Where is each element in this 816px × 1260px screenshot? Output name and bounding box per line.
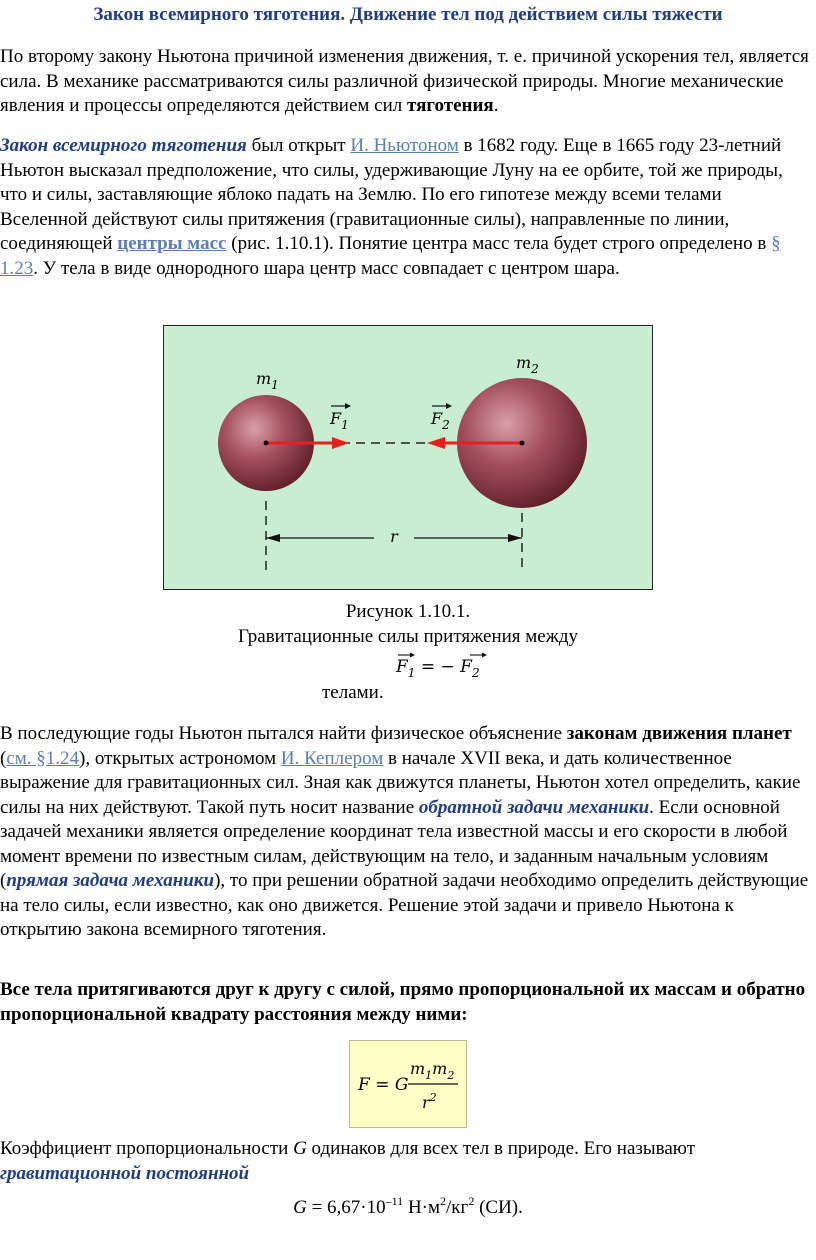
figure-caption-number: Рисунок 1.10.1. bbox=[345, 601, 471, 622]
g-value: = 6,67·10 bbox=[306, 1197, 386, 1218]
mass-label-2: $m_2$ bbox=[516, 353, 539, 376]
figure-caption-text: Гравитационные силы притяжения между bbox=[237, 626, 579, 647]
kepler-paragraph bbox=[0, 722, 812, 943]
formula-svg bbox=[350, 1041, 466, 1127]
formula-denominator: $r^2$ bbox=[422, 1091, 437, 1112]
g-symbol: G bbox=[293, 1197, 307, 1218]
kepler-text-3: ), открытых астрономом bbox=[79, 747, 281, 769]
g-unit-1: Н·м bbox=[403, 1197, 441, 1218]
law-statement: Все тела притягиваются друг к другу с силой, прямо пропорциональной их массам и обратно пропорциональной квадрату расстояния между ними: bbox=[0, 979, 806, 1025]
section-1-24-link[interactable]: см. §1.24 bbox=[6, 747, 80, 769]
inverse-problem-term: обратной задачи механики bbox=[418, 796, 650, 818]
constant-text-2: одинаков для всех тел в природе. Его называют bbox=[306, 1138, 696, 1159]
mass-label-1: $m_1$ bbox=[256, 369, 279, 392]
gravitation-formula bbox=[349, 1040, 467, 1128]
g-unit-exp-1: 2 bbox=[440, 1194, 447, 1208]
newton-link[interactable]: И. Ньютоном bbox=[350, 135, 459, 156]
force-label-1 bbox=[329, 403, 351, 432]
formula-lhs: F = G bbox=[358, 1075, 409, 1095]
distance-label: r bbox=[390, 527, 398, 546]
caption-equation bbox=[390, 650, 510, 680]
caption-equation-svg bbox=[390, 650, 510, 680]
law-text-2: в 1682 году. Еще в 1665 году 23-летний Ньютон высказал предположение, что силы, удерживающие Луну на ее орбите, той же природы, что и силы, заставляющие яблоко падать на Землю. По его гипотезе между всеми телами Вселенной действуют силы притяжения (гравитационные силы), направленные по линии, соединяющей bbox=[0, 135, 783, 254]
constant-paragraph bbox=[0, 1137, 812, 1186]
svg-text:F2: $F_2$ bbox=[431, 409, 450, 432]
page-title: Закон всемирного тяготения. Движение тел под действием силы тяжести bbox=[93, 4, 723, 25]
figure-svg bbox=[164, 326, 653, 590]
law-text-3: (рис. 1.10.1). Понятие центра масс тела будет строго определено в bbox=[226, 233, 772, 254]
svg-text:F1: $F_1$ bbox=[330, 409, 349, 432]
section-1-23-link[interactable]: § 1.23 bbox=[0, 233, 781, 279]
g-unit-2: /кг bbox=[446, 1197, 469, 1218]
planet-motion-laws: законам движения планет bbox=[566, 723, 792, 744]
svg-text:F1 = − F2: $F_1$ = − $F_2$ bbox=[396, 657, 480, 680]
gravitational-constant-value bbox=[0, 1194, 816, 1219]
kepler-text-5: . Если основной задачей механики является определение координат тела известной массы и его скорости в любой момент времени по известным силам, действующим на тело, и заданным начальным условиям ( bbox=[0, 796, 788, 891]
gravitational-constant-term: гравитационной постоянной bbox=[0, 1162, 250, 1184]
intro-text: По второму закону Ньютона причиной изменения движения, т. е. причиной ускорения тел, является сила. В механике рассматриваются силы различной физической природы. Многие механические явления и процессы определяются действием сил bbox=[0, 46, 809, 116]
g-units-si: (СИ). bbox=[474, 1197, 523, 1218]
figure-caption-end: телами. bbox=[322, 682, 384, 703]
gravitation-figure bbox=[163, 325, 653, 590]
force-label-2 bbox=[430, 403, 452, 432]
formula-numerator: $m_1m_2$ bbox=[410, 1059, 455, 1082]
constant-symbol: G bbox=[293, 1138, 307, 1159]
law-text-1: был открыт bbox=[246, 135, 351, 156]
kepler-text-1: В последующие годы Ньютон пытался найти физическое объяснение bbox=[0, 723, 567, 744]
center-dot-1 bbox=[264, 441, 269, 446]
intro-end: . bbox=[493, 95, 499, 116]
direct-problem-term: прямая задача механики bbox=[6, 870, 215, 891]
g-unit-exp-2: 2 bbox=[468, 1194, 475, 1208]
law-paragraph bbox=[0, 134, 812, 281]
center-of-mass-link[interactable]: центры масс bbox=[117, 233, 227, 254]
kepler-text-6: ), то при решении обратной задачи необходимо определить действующие на тело силы, если известно, как оно движется. Решение этой задачи и привело Ньютона к открытию закона всемирного тяготения. bbox=[0, 870, 809, 940]
g-exponent: –11 bbox=[385, 1194, 404, 1208]
intro-paragraph bbox=[0, 45, 812, 119]
kepler-text-2: ( bbox=[0, 747, 7, 769]
center-dot-2 bbox=[520, 441, 525, 446]
constant-text-1: Коэффициент пропорциональности bbox=[0, 1138, 294, 1159]
kepler-text-4: в начале XVII века, и дать количественное выражение для гравитационных сил. Зная как движутся планеты, Ньютон хотел определить, какие силы на них действуют. Такой путь носит название bbox=[0, 747, 801, 818]
kepler-link[interactable]: И. Кеплером bbox=[280, 747, 384, 769]
law-text-4: . У тела в виде однородного шара центр масс совпадает с центром шара. bbox=[33, 257, 620, 279]
law-term: Закон всемирного тяготения bbox=[0, 135, 247, 156]
intro-bold-gravity: тяготения bbox=[407, 95, 494, 116]
